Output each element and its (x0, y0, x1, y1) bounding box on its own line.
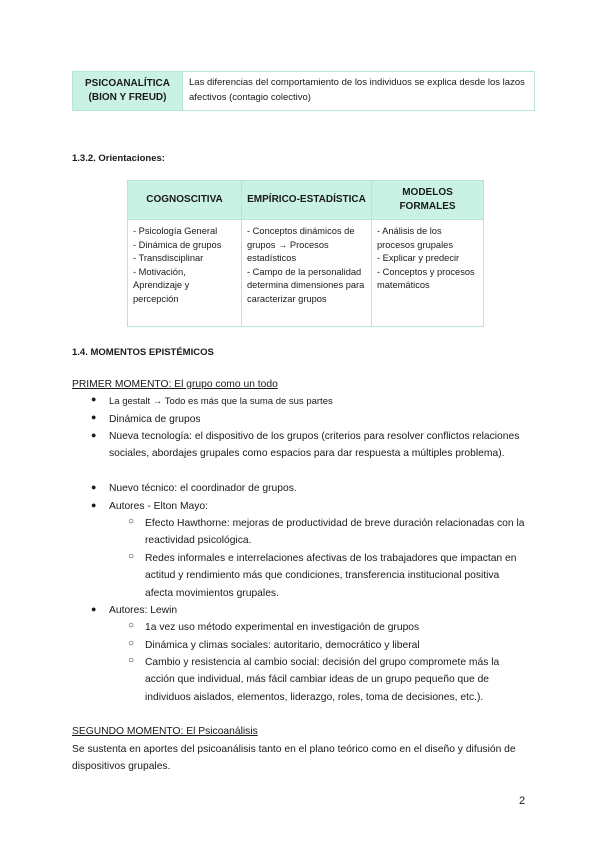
bullet-item: Nuevo técnico: el coordinador de grupos. (109, 483, 297, 494)
list-item: - Campo de la personalidad determina dimensiones para caracterizar grupos (247, 266, 365, 304)
sub-bullet-item: Redes informales e interrelaciones afectivas de los trabajadores que impactan en actitud y rendimiento más que condiciones, transferencia institucional positiva afecta movimientos grupales. (145, 553, 517, 599)
column-header: MODELOS FORMALES (371, 180, 484, 220)
list-item: - Conceptos dinámicos de grupos → Procesos estadísticos (247, 226, 355, 263)
column-body (127, 219, 242, 327)
bullet-icon: ● (91, 500, 97, 510)
momentos-heading: 1.4. MOMENTOS EPISTÉMICOS (72, 347, 214, 358)
bullet-icon: ● (91, 412, 97, 422)
sub-bullet-item: Efecto Hawthorne: mejoras de productividad de breve duración relacionadas con la reactividad psicológica. (145, 518, 525, 547)
page-number: 2 (519, 795, 526, 807)
column-cognoscitiva (127, 180, 242, 327)
list-item: - Transdisciplinar (133, 253, 204, 263)
list-item: - Análisis de los procesos grupales (377, 226, 453, 250)
psicoanalitica-table (72, 71, 535, 111)
column-header: COGNOSCITIVA (127, 180, 242, 220)
orientaciones-table (127, 180, 484, 327)
bullet-item: Autores - Elton Mayo: (109, 501, 209, 512)
list-item: - Conceptos y procesos matemáticos (377, 266, 475, 290)
segundo-momento-title: SEGUNDO MOMENTO: El Psicoanálisis (72, 726, 258, 737)
circle-bullet-icon: ○ (128, 551, 135, 562)
psicoanalitica-label: PSICOANALÍTICA (BION Y FREUD) (72, 71, 183, 111)
bullet-item: Autores: Lewin (109, 605, 178, 616)
column-body (371, 219, 484, 327)
bullet-item: Dinámica de grupos (109, 414, 201, 425)
column-empirico-estadistica (241, 180, 372, 327)
column-header: EMPÍRICO-ESTADÍSTICA (241, 180, 372, 220)
circle-bullet-icon: ○ (128, 620, 135, 631)
list-item: - Motivación, Aprendizaje y percepción (133, 266, 190, 304)
circle-bullet-icon: ○ (128, 516, 135, 527)
list-item: - Psicología General (133, 226, 218, 236)
sub-bullet-item: Cambio y resistencia al cambio social: decisión del grupo compromete más la acción que individual, más fácil cambiar ideas de un grupo pequeño que de individuos aislados, elementos, liderazgo, roles, toma de decisiones, etc.). (145, 657, 500, 703)
bullet-icon: ● (91, 482, 97, 492)
list-item: - Dinámica de grupos (133, 239, 222, 250)
psicoanalitica-description: Las diferencias del comportamiento de los individuos se explica desde los lazos afectivos (contagio colectivo) (183, 71, 535, 111)
bullet-item: La gestalt → Todo es más que la suma de sus partes (109, 396, 333, 407)
bullet-item: Nueva tecnología: el dispositivo de los grupos (criterios para resolver conflictos relaciones sociales, abordajes grupales como espacios para dar respuesta a múltiples problema). (109, 431, 520, 460)
list-item: - Explicar y predecir (377, 253, 460, 263)
column-body (241, 219, 372, 327)
column-modelos-formales (371, 180, 484, 327)
primer-momento-title: PRIMER MOMENTO: El grupo como un todo (72, 379, 278, 390)
bullet-icon: ● (91, 604, 97, 614)
bullet-icon: ● (91, 430, 97, 440)
circle-bullet-icon: ○ (128, 655, 135, 666)
orientaciones-heading: 1.3.2. Orientaciones: (72, 153, 165, 164)
circle-bullet-icon: ○ (128, 638, 135, 649)
sub-bullet-item: 1a vez uso método experimental en investigación de grupos (145, 622, 420, 633)
sub-bullet-item: Dinámica y climas sociales: autoritario, democrático y liberal (145, 640, 420, 651)
segundo-momento-text: Se sustenta en aportes del psicoanálisis tanto en el plano teórico como en el diseño y difusión de dispositivos grupales. (72, 744, 516, 773)
bullet-icon: ● (91, 394, 97, 404)
